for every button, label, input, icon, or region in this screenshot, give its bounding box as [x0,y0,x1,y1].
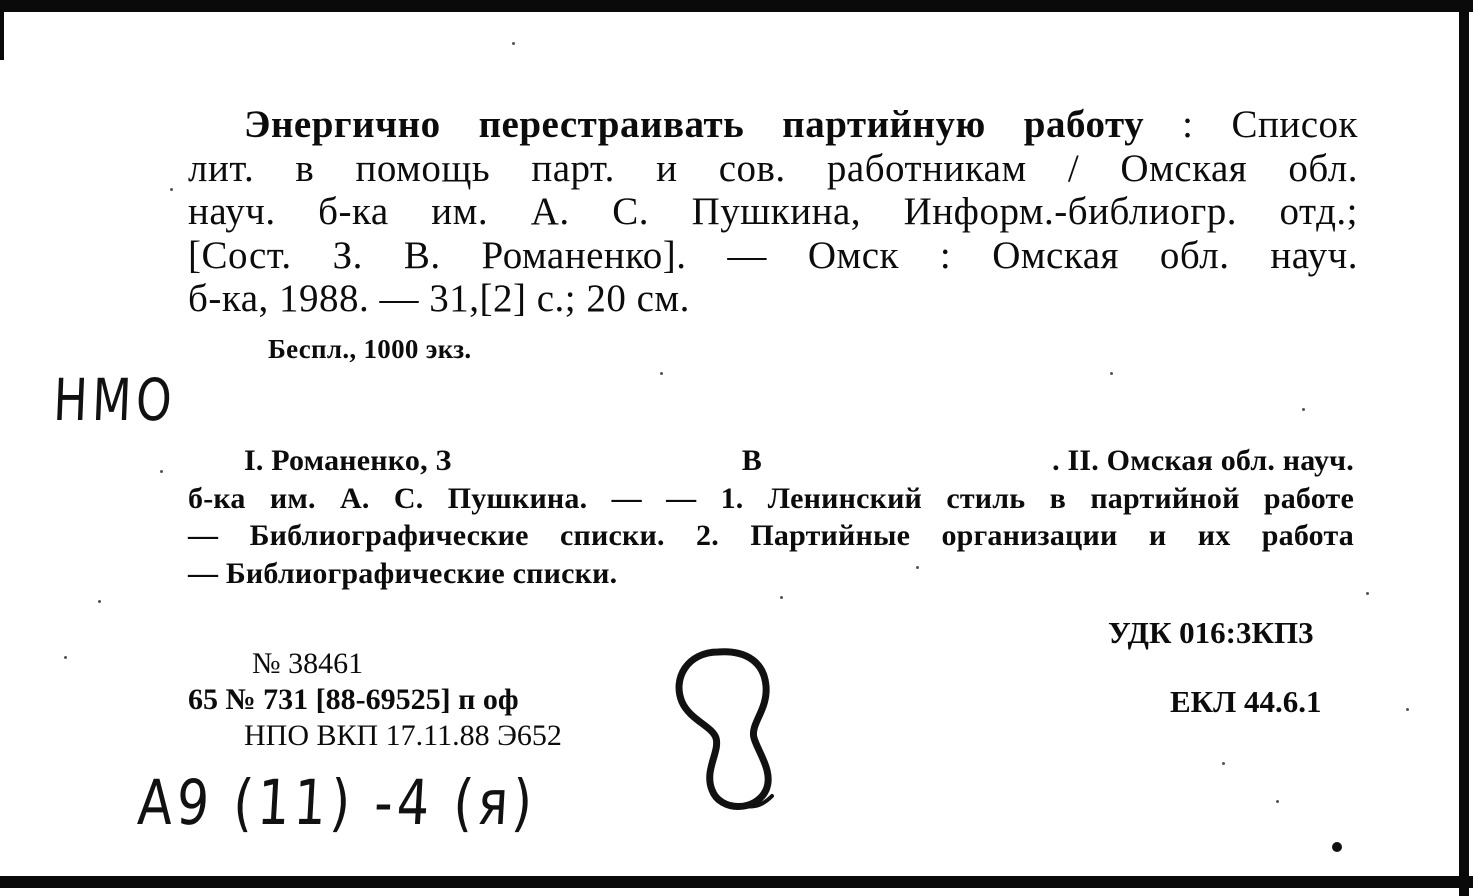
paper-speck [1406,708,1409,711]
handwritten-figure-eight-mark [660,640,790,820]
paper-speck [916,566,919,569]
paper-speck [170,188,173,191]
printer-line: НПО ВКП 17.11.88 Э652 [244,719,562,752]
paper-speck [1366,592,1369,595]
paper-speck [1302,408,1305,411]
tracing-line-4: — Библиографические списки. [188,556,618,590]
tracing-author: I. Романенко, З [244,444,452,477]
price-and-print-run: Беспл., 1000 экз. [268,334,472,364]
tracing-line-1 [188,442,1354,480]
paper-speck [160,470,163,473]
entry-line-5: б-ка, 1988. — 31,[2] с.; 20 см. [188,277,690,320]
card-right-border [1459,0,1469,896]
bibliographic-entry [188,103,1358,321]
paper-speck [512,42,515,45]
card-left-border [0,0,4,60]
entry-line-3: науч. б-ка им. А. С. Пушкина, Информ.-библиогр. отд.; [188,190,1358,233]
card-bottom-border [0,876,1473,888]
entry-line-1 [188,103,1358,147]
paper-speck [660,372,663,375]
paper-speck [780,596,783,599]
tracing-initial: В [741,444,762,477]
tracing-line-3: — Библиографические списки. 2. Партийные организации и их работа [188,519,1354,552]
handwritten-note-bottom: А9 (11) -4 (я) [135,766,539,839]
tracings-block [188,442,1354,592]
entry-line-4: [Сост. З. В. Романенко]. — Омск : Омская обл. науч. [188,233,1358,277]
paper-speck [1276,800,1279,803]
tracing-line-2: б-ка им. А. С. Пушкина. — — 1. Ленинский стиль в партийной работе [188,481,1354,515]
paper-speck [1222,762,1225,765]
order-line: 65 № 731 [88-69525] п оф [188,683,519,716]
paper-speck [64,656,67,659]
footer-imprint [188,646,562,754]
entry-line-2: лит. в помощь парт. и сов. работникам / Омская обл. [188,146,1358,190]
entry-title: Энергично перестраивать партийную работу [244,103,1145,146]
ink-dot [1332,842,1342,852]
tracing-org: . II. Омская обл. науч. [1052,444,1354,477]
paper-speck [1110,372,1113,375]
ekl-code: ЕКЛ 44.6.1 [1170,684,1322,719]
udk-code: УДК 016:3КП3 [1108,615,1314,650]
card-number: № 38461 [252,647,364,680]
card-top-border [0,0,1473,12]
paper-speck [98,600,101,603]
entry-title-suffix: : Список [1182,103,1358,146]
handwritten-note-top: НМО [52,366,178,434]
